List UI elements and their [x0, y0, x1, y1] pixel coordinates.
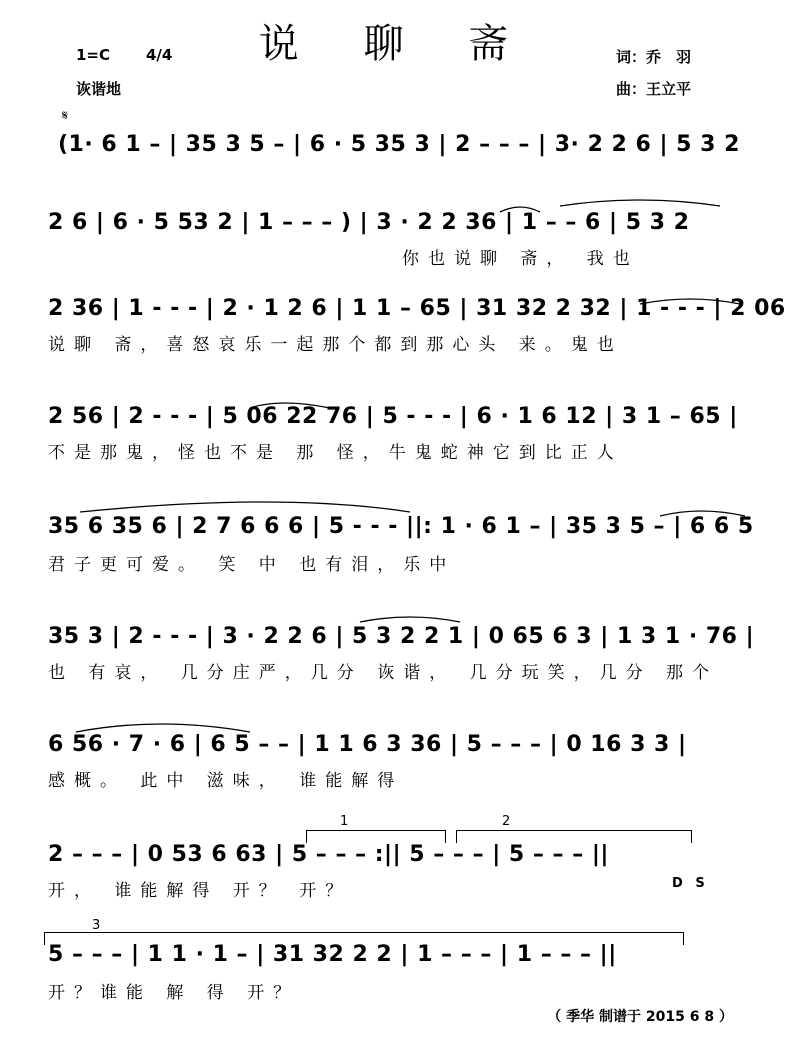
tempo-style: 诙谐地 [76, 80, 122, 98]
ds-marker: D S [672, 876, 709, 891]
notation: 6 56 · 7 · 6 | 6 5 – – | 1 1 6 3 36 | 5 – – – | 0 16 3 3 | [48, 732, 687, 757]
footer-credit: （ 季华 制谱于 2015 6 8 ） [547, 1009, 733, 1025]
volta-number-1: 1 [340, 814, 349, 829]
lyricist-credit: 词：乔 羽 [616, 48, 692, 66]
lyric-line: 也 有哀， 几分庄严，几分 诙谐， 几分玩笑，几分 那个 [48, 663, 719, 683]
volta-bracket-3 [44, 932, 684, 945]
score-line-4 [0, 402, 793, 502]
notation: 2 36 | 1 - - - | 2 · 1 2 6 | 1 1 – 65 | 31 32 2 32 | 1 - - - | 2 06 [48, 296, 786, 321]
notation: 5 – – – | 1 1 · 1 – | 31 32 2 2 | 1 – – – | 1 – – – || [48, 942, 617, 967]
score-line-6 [0, 622, 793, 722]
score-line-7 [0, 730, 793, 830]
slur-arc [80, 502, 410, 512]
volta-bracket-1 [306, 830, 446, 843]
score-line-5 [0, 512, 793, 612]
volta-bracket-2 [456, 830, 692, 843]
key-signature: 1=C [76, 46, 111, 64]
notation: (1· 6 1 – | 35 3 5 – | 6 · 5 35 3 | 2 – – – | 3· 2 2 6 | 5 3 2 [58, 132, 740, 157]
notation: 2 – – – | 0 53 6 63 | 5 – – – :|| 5 – – – | 5 – – – || [48, 842, 609, 867]
notation: 2 56 | 2 - - - | 5 06 22 76 | 5 - - - | 6 · 1 6 12 | 3 1 – 65 | [48, 404, 738, 429]
notation: 2 6 | 6 · 5 53 2 | 1 – – – ) | 3 · 2 2 36 | 1 – – 6 | 5 3 2 [48, 210, 690, 235]
notation: 35 3 | 2 - - - | 3 · 2 2 6 | 5 3 2 2 1 | 0 65 6 3 | 1 3 1 · 76 | [48, 624, 755, 649]
lyric-line: 不是那鬼，怪也不是 那 怪，牛鬼蛇神它到比正人 [48, 443, 623, 463]
lyric-line: 说聊 斋，喜怒哀乐一起那个都到那心头 来。鬼也 [48, 335, 623, 355]
score-line-2 [0, 208, 793, 308]
lyric-line: 开， 谁能解得 开？ 开？ [48, 881, 352, 901]
time-signature: 4/4 [146, 46, 173, 64]
lyric-line: 开？谁能 解 得 开？ [48, 983, 300, 1003]
volta-number-2: 2 [502, 814, 511, 829]
page-title: 说 聊 斋 [258, 21, 535, 67]
lyric-line: 君子更可爱。 笑 中 也有泪，乐中 [48, 555, 456, 575]
segno-icon: 𝄋 [62, 108, 69, 124]
volta-number-3: 3 [92, 918, 101, 933]
score-line-3 [0, 294, 793, 394]
lyric-line: 感概。 此中 滋味， 谁能解得 [48, 771, 404, 791]
composer-credit: 曲：王立平 [616, 80, 692, 98]
notation: 35 6 35 6 | 2 7 6 6 6 | 5 - - - ||: 1 · 6 1 – | 35 3 5 – | 6 6 5 [48, 514, 754, 539]
lyric-line: 你也说聊 斋， 我也 [402, 249, 639, 269]
